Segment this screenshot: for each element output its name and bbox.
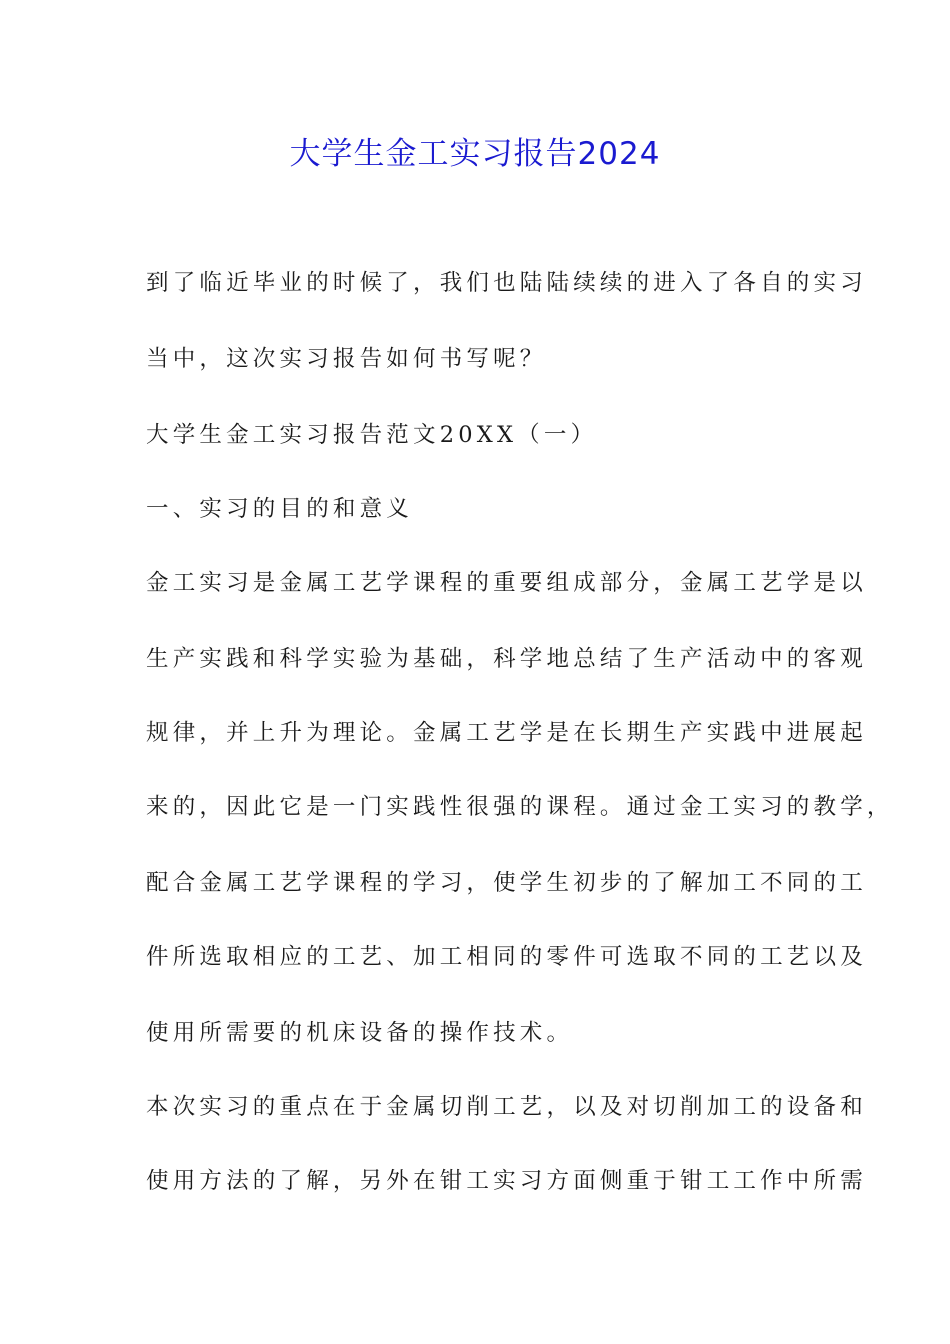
paragraph-line: 规律，并上升为理论。金属工艺学是在长期生产实践中进展起 bbox=[146, 720, 867, 746]
paragraph-line: 金工实习是金属工艺学课程的重要组成部分，金属工艺学是以 bbox=[146, 570, 867, 596]
paragraph-line: 件所选取相应的工艺、加工相同的零件可选取不同的工艺以及 bbox=[146, 944, 867, 970]
paragraph-line: 当中，这次实习报告如何书写呢？ bbox=[146, 346, 547, 372]
paragraph-line: 本次实习的重点在于金属切削工艺，以及对切削加工的设备和 bbox=[146, 1094, 867, 1120]
section-heading: 一、实习的目的和意义 bbox=[146, 496, 414, 522]
paragraph-line: 使用所需要的机床设备的操作技术。 bbox=[146, 1020, 574, 1046]
paragraph-line: 到了临近毕业的时候了，我们也陆陆续续的进入了各自的实习 bbox=[146, 270, 867, 296]
paragraph-line: 来的，因此它是一门实践性很强的课程。通过金工实习的教学， bbox=[146, 794, 894, 820]
document-title: 大学生金工实习报告2024 bbox=[289, 136, 661, 172]
section-title: 大学生金工实习报告范文20XX（一） bbox=[146, 422, 598, 448]
paragraph-line: 使用方法的了解，另外在钳工实习方面侧重于钳工工作中所需 bbox=[146, 1168, 867, 1194]
paragraph-line: 配合金属工艺学课程的学习，使学生初步的了解加工不同的工 bbox=[146, 870, 867, 896]
paragraph-line: 生产实践和科学实验为基础，科学地总结了生产活动中的客观 bbox=[146, 646, 867, 672]
